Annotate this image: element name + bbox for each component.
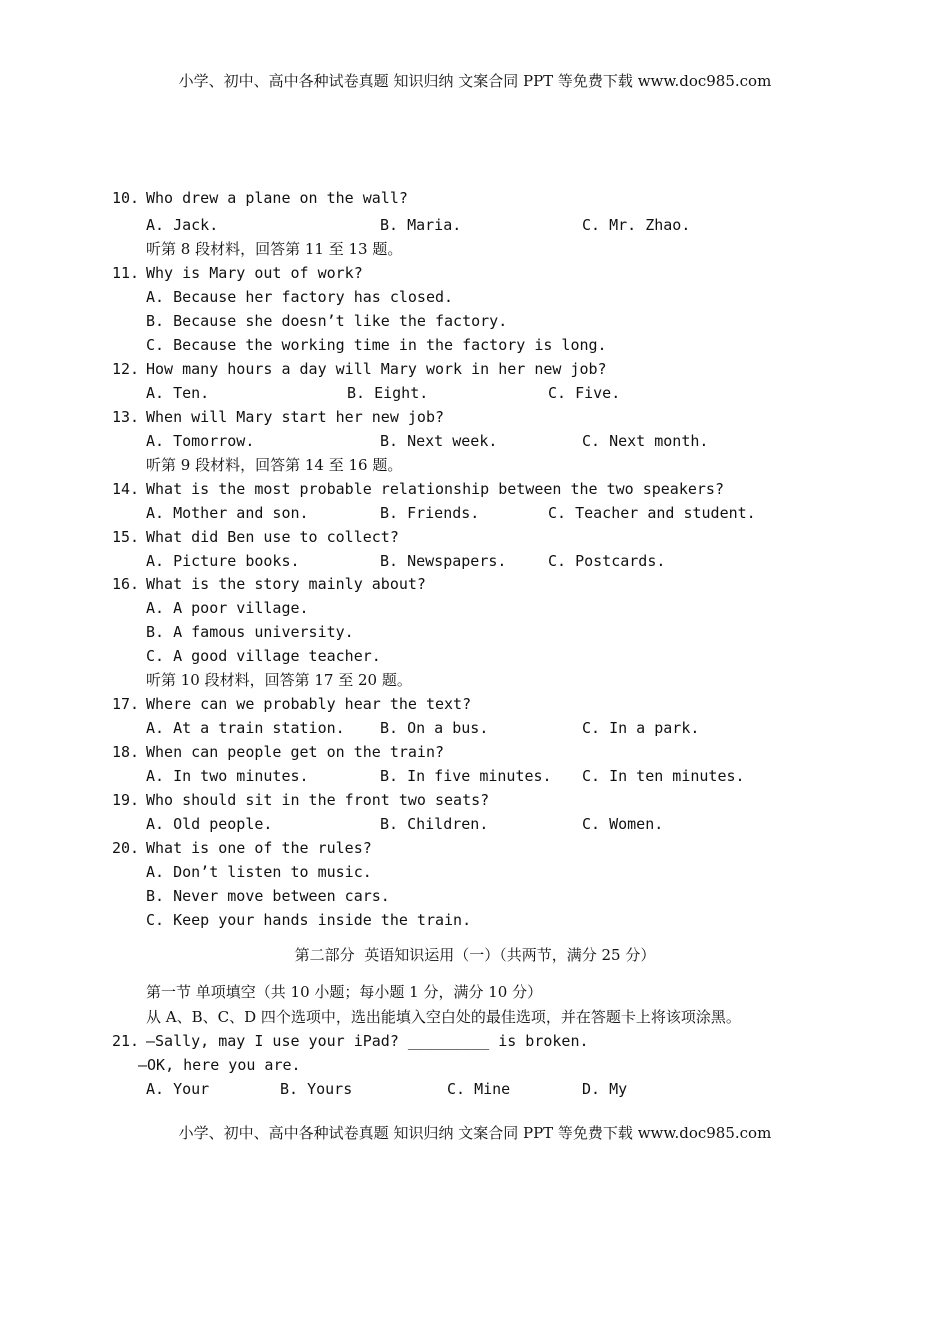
- option-d: D. My: [582, 1080, 628, 1098]
- option-a: A. At a train station.: [146, 719, 345, 737]
- section-instruction: 从 A、B、C、D 四个选项中，选出能填入空白处的最佳选项，并在答题卡上将该项涂黑。: [146, 1008, 741, 1026]
- option-b: B. On a bus.: [380, 719, 489, 737]
- option-c: C. Keep your hands inside the train.: [146, 911, 472, 929]
- option-a: A. Old people.: [146, 815, 273, 833]
- question-number: 10.: [112, 189, 140, 207]
- option-b: B. Eight.: [347, 384, 429, 402]
- question-number: 11.: [112, 264, 140, 282]
- question-text: —Sally, may I use your iPad? _________ is broken.: [146, 1032, 589, 1050]
- option-c: C. In a park.: [582, 719, 700, 737]
- option-b: B. Newspapers.: [380, 552, 507, 570]
- question-number: 20.: [112, 839, 140, 857]
- question-number: 19.: [112, 791, 140, 809]
- option-a: A. Mother and son.: [146, 504, 309, 522]
- option-b: B. Maria.: [380, 216, 462, 234]
- option-c: C. In ten minutes.: [582, 767, 745, 785]
- question-text: Who drew a plane on the wall?: [146, 189, 408, 207]
- option-c: C. Postcards.: [548, 552, 666, 570]
- option-c: C. Because the working time in the factory is long.: [146, 336, 607, 354]
- question-text: How many hours a day will Mary work in her new job?: [146, 360, 607, 378]
- option-c: C. Five.: [548, 384, 621, 402]
- option-b: B. A famous university.: [146, 623, 354, 641]
- option-b: B. Never move between cars.: [146, 887, 390, 905]
- option-b: B. Yours: [280, 1080, 353, 1098]
- question-text: When will Mary start her new job?: [146, 408, 445, 426]
- option-c: C. Mine: [447, 1080, 511, 1098]
- option-b: B. In five minutes.: [380, 767, 552, 785]
- question-text: What did Ben use to collect?: [146, 528, 399, 546]
- question-number: 14.: [112, 480, 140, 498]
- question-text: When can people get on the train?: [146, 743, 445, 761]
- section-instruction: 听第 9 段材料，回答第 14 至 16 题。: [146, 456, 403, 474]
- option-a: A. Tomorrow.: [146, 432, 255, 450]
- option-a: A. Because her factory has closed.: [146, 288, 454, 306]
- question-number: 16.: [112, 575, 140, 593]
- question-text: What is the story mainly about?: [146, 575, 426, 593]
- option-c: C. Next month.: [582, 432, 709, 450]
- question-text: What is one of the rules?: [146, 839, 372, 857]
- question-number: 21.: [112, 1032, 140, 1050]
- question-text: Why is Mary out of work?: [146, 264, 363, 282]
- option-b: B. Friends.: [380, 504, 480, 522]
- option-b: B. Because she doesn’t like the factory.: [146, 312, 508, 330]
- option-c: C. A good village teacher.: [146, 647, 381, 665]
- question-text: What is the most probable relationship between the two speakers?: [146, 480, 724, 498]
- option-c: C. Teacher and student.: [548, 504, 756, 522]
- option-a: A. In two minutes.: [146, 767, 309, 785]
- page-header: 小学、初中、高中各种试卷真题 知识归纳 文案合同 PPT 等免费下载 www.doc985.com: [178, 72, 772, 90]
- option-b: B. Next week.: [380, 432, 498, 450]
- option-a: A. Ten.: [146, 384, 210, 402]
- question-number: 18.: [112, 743, 140, 761]
- question-number: 12.: [112, 360, 140, 378]
- section-title: 第一节 单项填空（共 10 小题；每小题 1 分，满分 10 分）: [146, 983, 543, 1001]
- part-title: 第二部分 英语知识运用（一）（共两节，满分 25 分）: [294, 946, 656, 964]
- option-b: B. Children.: [380, 815, 489, 833]
- dialogue-reply: —OK, here you are.: [138, 1056, 301, 1074]
- option-a: A. Jack.: [146, 216, 219, 234]
- option-a: A. Don’t listen to music.: [146, 863, 372, 881]
- option-a: A. Your: [146, 1080, 210, 1098]
- option-c: C. Mr. Zhao.: [582, 216, 691, 234]
- question-text: Who should sit in the front two seats?: [146, 791, 490, 809]
- option-c: C. Women.: [582, 815, 664, 833]
- section-instruction: 听第 8 段材料，回答第 11 至 13 题。: [146, 240, 403, 258]
- question-text: Where can we probably hear the text?: [146, 695, 472, 713]
- question-number: 15.: [112, 528, 140, 546]
- question-number: 17.: [112, 695, 140, 713]
- section-instruction: 听第 10 段材料，回答第 17 至 20 题。: [146, 671, 412, 689]
- option-a: A. A poor village.: [146, 599, 309, 617]
- question-number: 13.: [112, 408, 140, 426]
- page-footer: 小学、初中、高中各种试卷真题 知识归纳 文案合同 PPT 等免费下载 www.doc985.com: [178, 1124, 772, 1142]
- option-a: A. Picture books.: [146, 552, 300, 570]
